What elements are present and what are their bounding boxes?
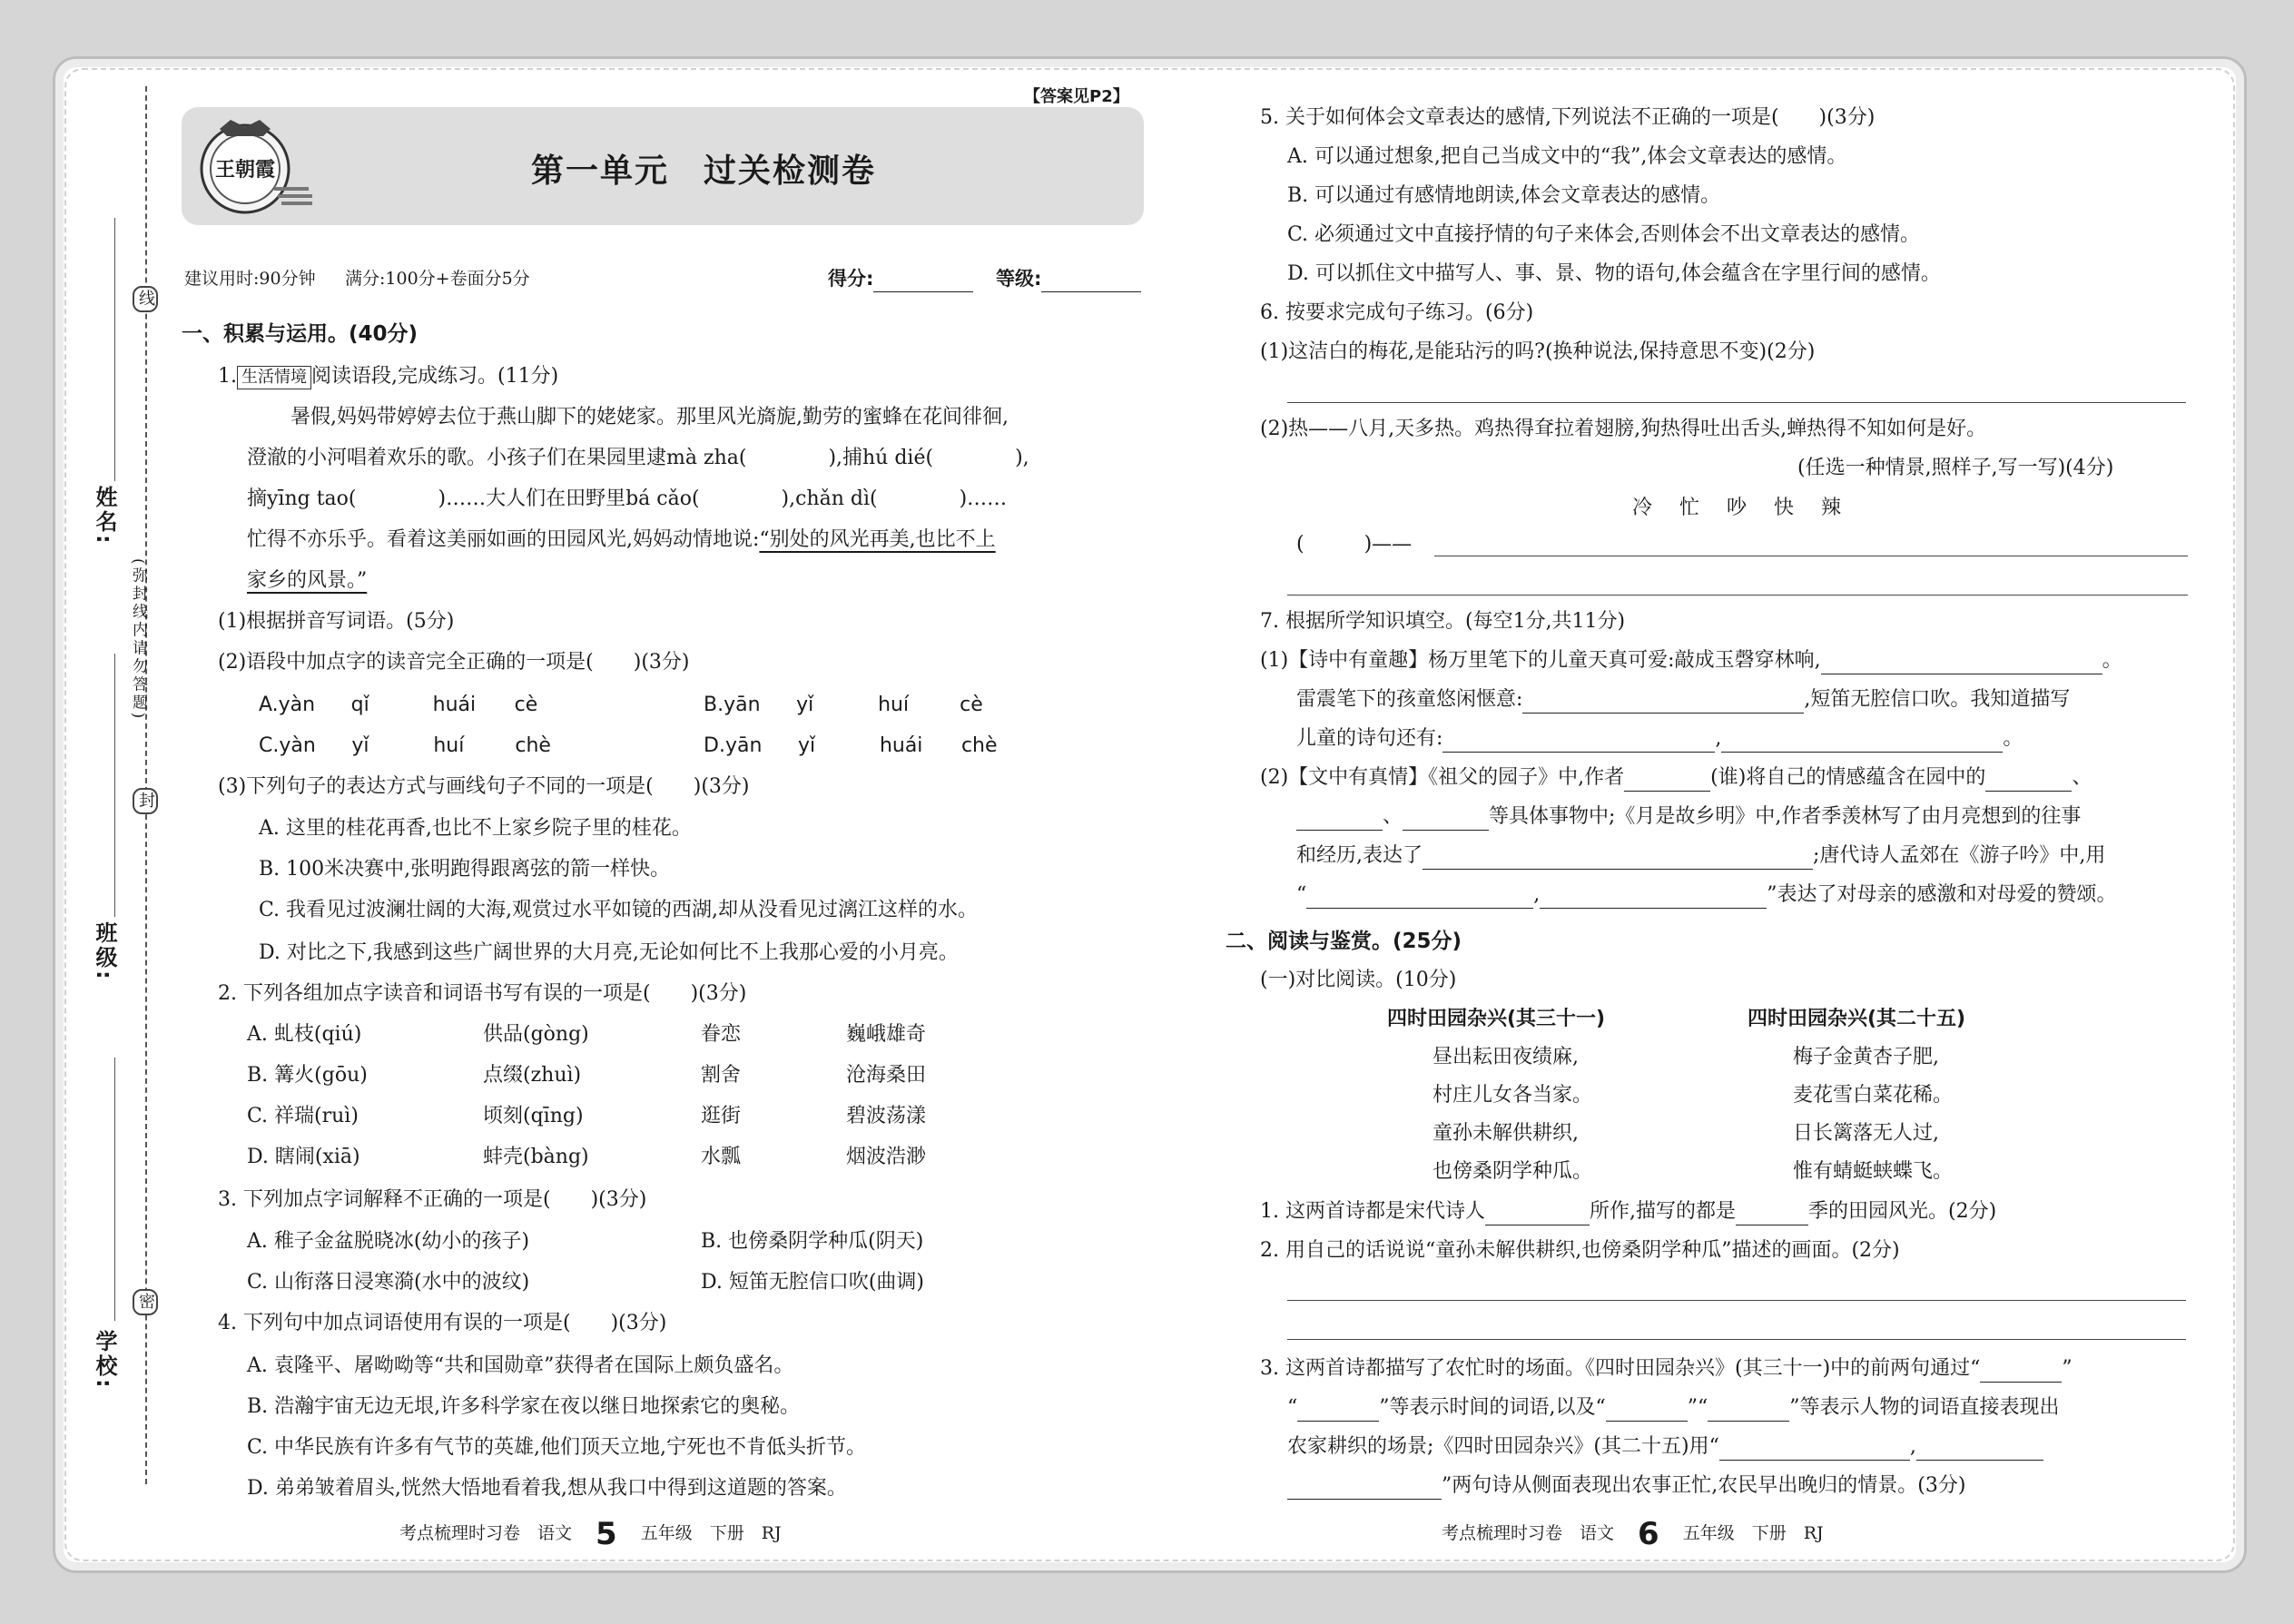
r1-blank-poet[interactable] (1485, 1205, 1590, 1225)
r2-answer-line1[interactable] (1287, 1300, 2186, 1301)
q7-sub2-line2: 、 等具体事物中;《月是故乡明》中,作者季羡林写了由月亮想到的往事 (1296, 803, 2081, 831)
q2-row-a[interactable]: A. 虬枝(qiú) 供品(gòng) 眷恋 巍峨雄奇 (247, 1023, 927, 1046)
r3-blank-5[interactable] (1719, 1440, 1910, 1461)
score-blank[interactable] (873, 271, 973, 292)
name-line (114, 218, 115, 481)
q7-blank-11[interactable] (1540, 888, 1767, 909)
section1-heading: 一、积累与运用。(40分) (182, 322, 418, 346)
q3-head: 3. 下列加点字词解释不正确的一项是( )(3分) (218, 1188, 647, 1211)
q7-blank-2[interactable] (1522, 693, 1804, 714)
q1-para-line3: 摘yīng tao( )……大人们在田野里bá cǎo( ),chǎn dì( )…… (247, 487, 1008, 510)
r3-line1: 3. 这两首诗都描写了农忙时的场面。《四时田园杂兴》(其三十一)中的前两句通过“ ” (1260, 1355, 2072, 1383)
q1-sub2: (2)语段中加点字的读音完全正确的一项是( )(3分) (218, 651, 690, 674)
q7-blank-1[interactable] (1821, 654, 2102, 674)
q7-sub1-line3: 儿童的诗句还有: , 。 (1296, 725, 2023, 753)
q6-answer-line1[interactable] (1287, 402, 2186, 403)
r2-question: 2. 用自己的话说说“童孙未解供耕织,也傍桑阴学种瓜”描述的画面。(2分) (1260, 1239, 1900, 1262)
meta-time: 建议用时:90分钟 (184, 269, 316, 289)
r3-blank-1[interactable] (1980, 1362, 2062, 1383)
q7-blank-8[interactable] (1403, 810, 1489, 831)
q7-sub2-line1: (2)【文中有真情】《祖父的园子》中,作者 (谁)将自己的情感蕴含在园中的 、 (1260, 764, 2092, 792)
q4-opt-b[interactable]: B. 浩瀚宇宙无边无垠,许多科学家在夜以继日地探索它的奥秘。 (247, 1395, 801, 1418)
q1-opt-b[interactable]: B.yān yǐ huí cè (704, 694, 983, 716)
name-label: 姓名: (92, 486, 117, 546)
q6-paren: ( )—— (1296, 533, 1413, 556)
r3-blank-6[interactable] (1916, 1440, 2043, 1461)
q1-sub3-opt-d[interactable]: D. 对比之下,我感到这些广阔世界的大月亮,无论如何比不上我那心爱的小月亮。 (259, 941, 959, 964)
score-label: 得分: (828, 265, 973, 292)
r3-blank-2[interactable] (1297, 1401, 1379, 1422)
q7-head: 7. 根据所学知识填空。(每空1分,共11分) (1260, 610, 1626, 633)
q5-opt-c[interactable]: C. 必须通过文中直接抒情的句子来体会,否则体会不出文章表达的感情。 (1287, 223, 1921, 246)
q1-opt-c[interactable]: C.yàn yǐ huí chè (259, 734, 551, 757)
q5-opt-b[interactable]: B. 可以通过有感情地朗读,体会文章表达的感情。 (1287, 184, 1721, 207)
q1-para-line2: 澄澈的小河唱着欢乐的歌。小孩子们在果园里逮mà zha( ),捕hú dié( ), (247, 447, 1029, 469)
part1-heading: (一)对比阅读。(10分) (1260, 969, 1457, 991)
footer-left: 考点梳理时习卷 语文 5 五年级 下册 RJ (399, 1516, 782, 1552)
q6-sub1: (1)这洁白的梅花,是能玷污的吗?(换种说法,保持意思不变)(2分) (1260, 340, 1816, 363)
r3-blank-7[interactable] (1287, 1479, 1442, 1500)
q7-blank-5[interactable] (1624, 771, 1710, 792)
q1-sub3-opt-b[interactable]: B. 100米决赛中,张明跑得跟离弦的箭一样快。 (259, 858, 671, 881)
q2-head: 2. 下列各组加点字读音和词语书写有误的一项是( )(3分) (218, 982, 747, 1005)
q1-para-line4: 忙得不亦乐乎。看着这美丽如画的田园风光,妈妈动情地说:“别处的风光再美,也比不上 (247, 528, 996, 551)
q3-opt-d[interactable]: D. 短笛无腔信口吹(曲调) (701, 1271, 925, 1294)
answer-note: 【答案见P2】 (1024, 87, 1129, 106)
q2-row-b[interactable]: B. 篝火(gōu) 点缀(zhuì) 割舍 沧海桑田 (247, 1064, 927, 1087)
poem2-line3: 日长篱落无人过, (1793, 1122, 1939, 1145)
poem2-line2: 麦花雪白菜花稀。 (1793, 1084, 1954, 1107)
r3-line4: ”两句诗从侧面表现出农事正忙,农民早出晚归的情景。(3分) (1287, 1472, 1965, 1500)
r3-line2: “ ”等表示时间的词语,以及“ ”“ ”等表示人物的词语直接表现出 (1287, 1394, 2060, 1422)
q6-head: 6. 按要求完成句子练习。(6分) (1260, 301, 1534, 324)
q1-sub1: (1)根据拼音写词语。(5分) (218, 610, 455, 633)
poem2-line4: 惟有蜻蜓蛱蝶飞。 (1793, 1160, 1954, 1183)
q7-blank-7[interactable] (1296, 810, 1383, 831)
school-line (114, 1058, 115, 1321)
poem1-line3: 童孙未解供耕织, (1433, 1122, 1579, 1145)
q1-head: 1. 生活情境 阅读语段,完成练习。(11分) (218, 365, 559, 388)
class-line (114, 654, 115, 917)
class-label: 班级: (92, 921, 117, 982)
publisher-logo (191, 116, 313, 216)
meta-score: 满分:100分+卷面分5分 (345, 269, 530, 289)
q3-opt-c[interactable]: C. 山衔落日浸寒漪(水中的波纹) (247, 1271, 530, 1294)
q5-head: 5. 关于如何体会文章表达的感情,下列说法不正确的一项是( )(3分) (1260, 106, 1876, 129)
q1-opt-a[interactable]: A.yàn qǐ huái cè (259, 694, 538, 716)
q4-opt-d[interactable]: D. 弟弟皱着眉头,恍然大悟地看着我,想从我口中得到这道题的答案。 (247, 1477, 847, 1500)
q2-row-d[interactable]: D. 瞎闹(xiā) 蚌壳(bàng) 水瓢 烟波浩渺 (247, 1146, 927, 1168)
poem1-line4: 也傍桑阴学种瓜。 (1433, 1160, 1593, 1183)
q6-word-options: 冷 忙 吵 快 辣 (1632, 497, 1846, 519)
q7-sub2-line4: “ , ”表达了对母亲的感激和对母爱的赞颂。 (1296, 881, 2117, 909)
q7-sub1-line2: 雷震笔下的孩童悠闲惬意: ,短笛无腔信口吹。我知道描写 (1296, 686, 2070, 714)
footer-right: 考点梳理时习卷 语文 6 五年级 下册 RJ (1442, 1516, 1824, 1552)
q7-blank-4[interactable] (1721, 732, 2003, 753)
q6-sub2-note: (任选一种情景,照样子,写一写)(4分) (1797, 457, 2114, 479)
q1-sub3-opt-c[interactable]: C. 我看见过波澜壮阔的大海,观赏过水平如镜的西湖,却从没看见过漓江这样的水。 (259, 899, 979, 921)
binding-note: (弥封线内请勿答题) (129, 558, 147, 722)
svg-text:王朝霞: 王朝霞 (214, 158, 276, 182)
q7-sub1-line1: (1)【诗中有童趣】杨万里笔下的儿童天真可爱:敲成玉磬穿林响, 。 (1260, 647, 2122, 674)
q5-opt-a[interactable]: A. 可以通过想象,把自己当成文中的“我”,体会文章表达的感情。 (1287, 145, 1847, 168)
poem1-line1: 昼出耘田夜绩麻, (1433, 1046, 1579, 1068)
r1-question: 1. 这两首诗都是宋代诗人 所作,描写的都是 季的田园风光。(2分) (1260, 1198, 1996, 1225)
q3-opt-a[interactable]: A. 稚子金盆脱晓冰(幼小的孩子) (247, 1230, 530, 1253)
r3-line3: 农家耕织的场景;《四时田园杂兴》(其二十五)用“ , (1287, 1433, 2043, 1461)
grade-label: 等级: (996, 265, 1141, 292)
binding-mark-mi: 密 (133, 1289, 158, 1319)
school-label: 学校: (92, 1330, 117, 1391)
underlined-sentence: “别处的风光再美,也比不上 (759, 528, 996, 551)
q2-row-c[interactable]: C. 祥瑞(ruì) 顷刻(qīng) 逛街 碧波荡漾 (247, 1105, 927, 1127)
q7-blank-10[interactable] (1306, 888, 1533, 909)
q1-para-line1: 暑假,妈妈带婷婷去位于燕山脚下的姥姥家。那里风光旖旎,勤劳的蜜蜂在花间徘徊, (290, 406, 1009, 428)
poem2-title: 四时田园杂兴(其二十五) (1748, 1008, 1966, 1030)
q7-blank-3[interactable] (1442, 732, 1715, 753)
q4-opt-c[interactable]: C. 中华民族有许多有气节的英雄,他们顶天立地,宁死也不肯低头折节。 (247, 1436, 867, 1459)
q7-sub2-line3: 和经历,表达了 ;唐代诗人孟郊在《游子吟》中,用 (1296, 842, 2105, 870)
r1-blank-season[interactable] (1736, 1205, 1808, 1225)
grade-blank[interactable] (1041, 271, 1141, 292)
poem1-line2: 村庄儿女各当家。 (1433, 1084, 1593, 1107)
r3-blank-4[interactable] (1708, 1401, 1789, 1422)
q4-opt-a[interactable]: A. 袁隆平、屠呦呦等“共和国勋章”获得者在国际上颇负盛名。 (247, 1354, 794, 1377)
q5-opt-d[interactable]: D. 可以抓住文中描写人、事、景、物的语句,体会蕴含在字里行间的感情。 (1287, 262, 1941, 285)
q1-para-line5: 家乡的风景。” (247, 569, 368, 592)
q7-blank-9[interactable] (1423, 849, 1813, 870)
binding-mark-feng: 封 (133, 788, 158, 818)
page-title: 第一单元 过关检测卷 (531, 153, 877, 190)
r3-blank-3[interactable] (1606, 1401, 1688, 1422)
q3-opt-b[interactable]: B. 也傍桑阴学种瓜(阴天) (701, 1230, 924, 1253)
q1-sub3-opt-a[interactable]: A. 这里的桂花再香,也比不上家乡院子里的桂花。 (259, 817, 692, 840)
binding-mark-xian: 线 (133, 286, 158, 316)
q4-head: 4. 下列句中加点词语使用有误的一项是( )(3分) (218, 1312, 667, 1334)
poem2-line1: 梅子金黄杏子肥, (1793, 1046, 1939, 1068)
q7-blank-6[interactable] (1985, 771, 2072, 792)
q1-opt-d[interactable]: D.yān yǐ huái chè (704, 734, 998, 757)
q6-sub2: (2)热——八月,天多热。鸡热得耷拉着翅膀,狗热得吐出舌头,蝉热得不知如何是好。 (1260, 418, 1987, 440)
section2-heading: 二、阅读与鉴赏。(25分) (1226, 930, 1462, 953)
poem1-title: 四时田园杂兴(其三十一) (1387, 1008, 1606, 1030)
q1-sub3: (3)下列句子的表达方式与画线句子不同的一项是( )(3分) (218, 775, 750, 798)
r2-answer-line2[interactable] (1287, 1339, 2186, 1340)
